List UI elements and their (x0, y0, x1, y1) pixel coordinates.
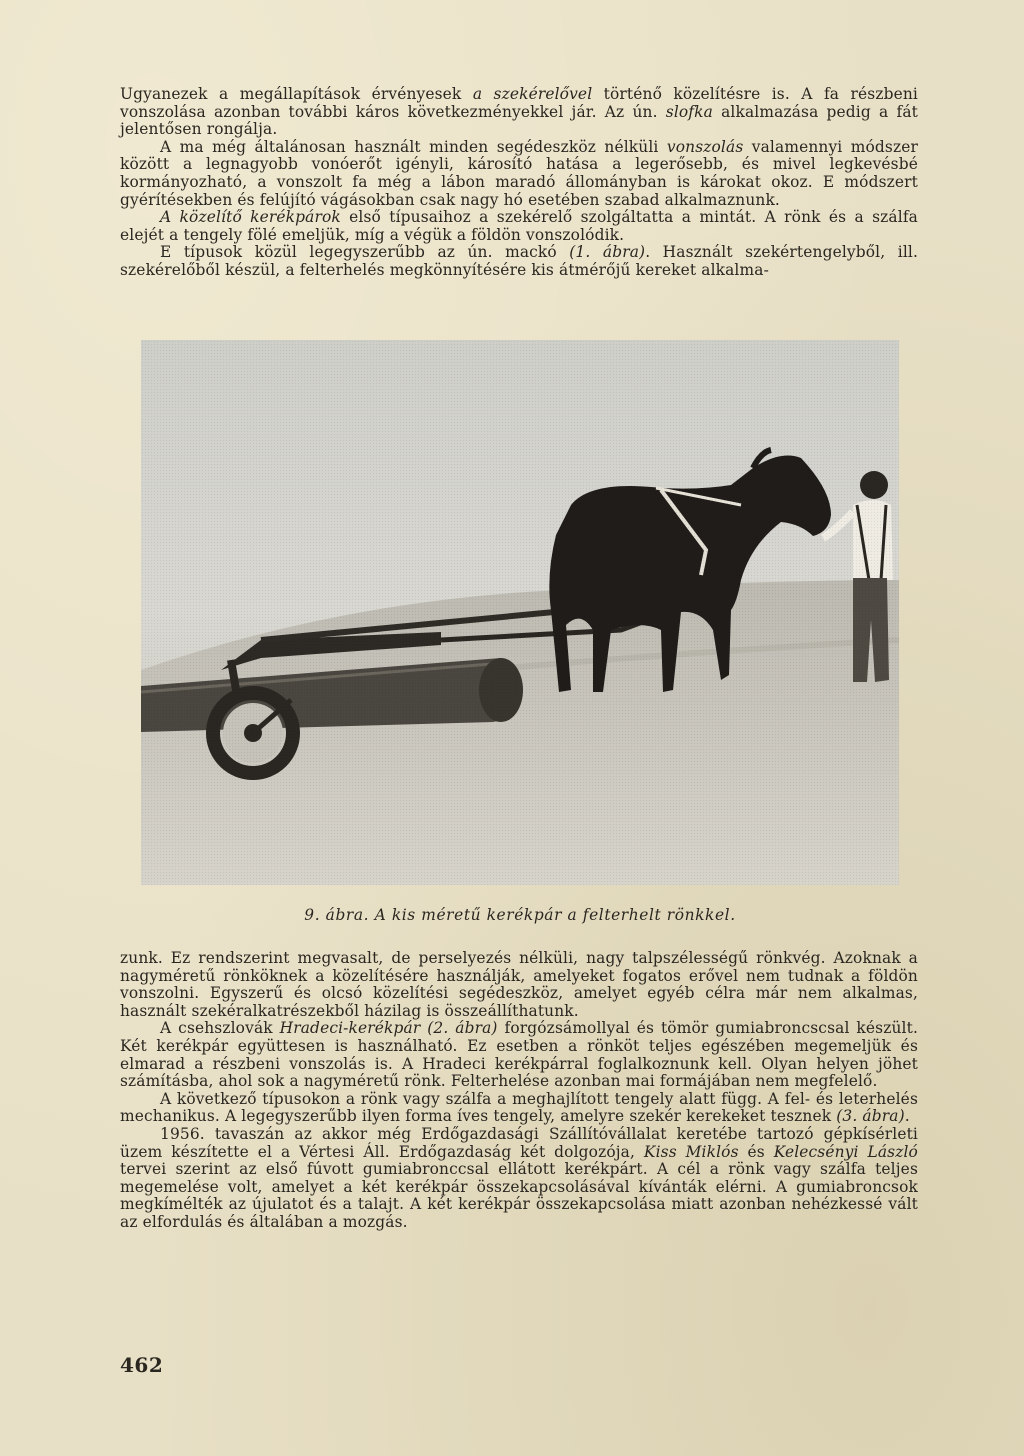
text-run: és (738, 1142, 774, 1161)
italic-text-run: Kelecsényi László (773, 1142, 918, 1161)
italic-text-run: a szekérelővel (472, 85, 593, 103)
top-text-block (120, 86, 918, 280)
text-run: Ugyanezek a megállapítások érvényesek (120, 85, 473, 103)
page-number: 462 (120, 1353, 164, 1377)
italic-text-run: Kiss Miklós (643, 1142, 739, 1161)
figure-photo (141, 340, 899, 885)
text-run: A csehszlovák (160, 1019, 280, 1038)
text-run: A következő típusokon a rönk vagy szálfa a meghajlított tengely alatt függ. A fel- és leterhelés mechanikus. A legegyszerűbb ilyen forma íves tengely, amelyre szekér kerekeket tesznek (120, 1089, 918, 1126)
text-run: alkalmazása pedig a fát jelentősen rongálja. (120, 102, 918, 139)
text-run: . Használt szekértengelyből, ill. szekérelőből készül, a felterhelés megkönnyítésére kis átmérőjű kereket alkalma- (120, 243, 919, 279)
text-run: . (904, 1107, 910, 1126)
text-run: zunk. Ez rendszerint megvasalt, de perselyezés nélküli, nagy talpszélességű rönkvég. Azoknak a nagyméretű rönköknek a közelítésére használják, amelyeket fogatos erővel nem tudnak a földön vonszolni. Egyszerű és olcsó közelítési segédeszköz, amelyet egyéb célra már nem alkalmas, használt szekéralkatrészekből házilag is összeállíthatunk. (120, 949, 918, 1020)
italic-text-run: A közelítő kerékpárok (160, 208, 341, 227)
figure-caption: 9. ábra. A kis méretű kerékpár a felterhelt rönkkel. (304, 906, 736, 924)
text-run: forgózsámollyal és tömör gumiabroncscsal készült. Két kerékpár együttesen is használható. Ez esetben a rönköt teljes egészében megemeljük és elmarad a részbeni vonszolás is. A Hradeci kerékpárral foglalkoznunk kell. Olyan helyen jöhet számításba, ahol sok a nagyméretű rönk. Felterhelése azonban mai formájában nem megfelelő. (120, 1019, 918, 1091)
paragraph (120, 139, 918, 209)
italic-text-run: (1. ábra) (569, 243, 646, 262)
text-run: E típusok közül legegyszerűbb az ún. mackó (160, 243, 570, 262)
text-run: valamennyi módszer között a legnagyobb vonóerőt igényli, károsító hatása a legerősebb, és mivel legkevésbé kormányozható, a vonszolt fa még a lábon maradó állományban is károkat okoz. E módszert gyérítésekben és felújító vágásokban csak nagy hó esetében szabad alkalmaznunk. (120, 137, 918, 209)
text-run: A ma még általánosan használt minden segédeszköz nélküli (160, 137, 667, 156)
italic-text-run: slofka (665, 102, 713, 121)
text-run: első típusaihoz a szekérelő szolgáltatta a mintát. A rönk és a szálfa elejét a tengely fölé emeljük, míg a végük a földön vonszolódik. (120, 208, 918, 244)
text-run: történő közelítésre is. A fa részbeni vonszolása azonban további káros következményekkel jár. Az ún. (120, 85, 918, 121)
paragraph (120, 1091, 918, 1126)
paragraph (120, 209, 918, 244)
horse-log-cart-photo (141, 340, 899, 885)
paragraph (120, 1020, 918, 1090)
paragraph (120, 1126, 918, 1232)
text-run: 1956. tavaszán az akkor még Erdőgazdasági Szállítóvállalat keretébe tartozó gépkísérleti üzem készítette el a Vértesi Áll. Erdőgazdaság két dolgozója, (120, 1124, 918, 1161)
italic-text-run: Hradeci-kerékpár (2. ábra) (279, 1019, 498, 1038)
paragraph (120, 86, 918, 139)
paragraph (120, 244, 918, 279)
italic-text-run: (3. ábra) (836, 1107, 905, 1126)
italic-text-run: vonszolás (666, 137, 744, 156)
bottom-text-block (120, 950, 918, 1232)
text-run: tervei szerint az első fúvott gumiabronccsal ellátott kerékpárt. A cél a rönk vagy szálfa teljes megemelése volt, amelyet a két kerékpár összekapcsolásával kívánták elérni. A gumiabroncsok megkímélték az újulatot és a talajt. A két kerékpár összekapcsolása miatt azonban nehézkessé vált az elfordulás és általában a mozgás. (120, 1160, 918, 1231)
paragraph (120, 950, 918, 1020)
